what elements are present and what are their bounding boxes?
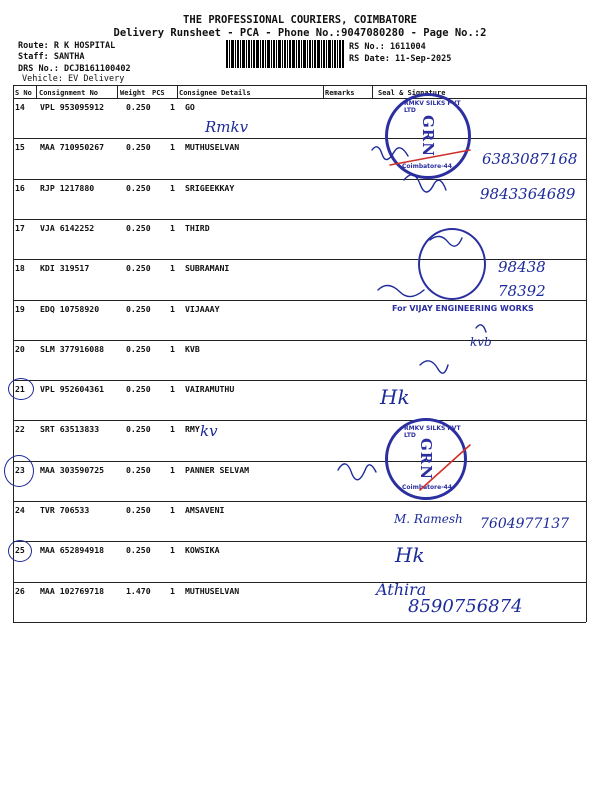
col-pcs: PCS bbox=[152, 89, 165, 97]
runsheet-subtitle: Delivery Runsheet - PCA - Phone No.:9047080280 - Page No.:2 bbox=[113, 27, 487, 39]
row-divider bbox=[13, 582, 586, 583]
row-divider bbox=[13, 219, 586, 220]
row-weight: 0.250 bbox=[126, 102, 151, 112]
col-sno: S No bbox=[15, 89, 32, 97]
handwritten-signature: Rmkv bbox=[205, 118, 249, 136]
seal-city-text: Coimbatore-44. bbox=[402, 484, 455, 491]
right-border bbox=[586, 85, 587, 622]
row-divider bbox=[13, 179, 586, 180]
row-consignment-no: MAA 710950267 bbox=[40, 142, 105, 153]
row-consignee: GO bbox=[185, 102, 195, 112]
row-consignment-no: RJP 1217880 bbox=[40, 182, 95, 193]
staff-label: Staff: SANTHA bbox=[18, 52, 85, 62]
row-pcs: 1 bbox=[170, 545, 175, 556]
row-consignee: THIRD bbox=[185, 222, 210, 233]
row-consignee: PANNER SELVAM bbox=[185, 464, 250, 475]
row-pcs: 1 bbox=[170, 505, 175, 515]
row-consignee: VAIRAMUTHU bbox=[185, 384, 235, 395]
handwritten-phone: 9843364689 bbox=[480, 185, 576, 203]
divider bbox=[36, 85, 37, 98]
row-sno: 15 bbox=[15, 142, 25, 153]
row-consignee: KVB bbox=[185, 343, 200, 354]
row-consignee: KOWSIKA bbox=[185, 545, 220, 556]
row-sno: 16 bbox=[15, 182, 25, 193]
row-pcs: 1 bbox=[170, 585, 175, 596]
col-weight: Weight bbox=[120, 89, 146, 97]
handwritten-phone: 7604977137 bbox=[480, 516, 570, 532]
row-divider bbox=[13, 380, 586, 381]
col-seal: Seal & Signature bbox=[378, 89, 446, 97]
row-pcs: 1 bbox=[170, 384, 175, 395]
seal-ring-text: RMKV SILKS PVT LTD bbox=[404, 100, 461, 114]
row-consignee: MUTHUSELVAN bbox=[185, 142, 240, 153]
handwritten-signature: kv bbox=[200, 422, 218, 440]
handwritten-signature: Hk bbox=[395, 543, 425, 567]
row-sno: 25 bbox=[15, 545, 25, 556]
seal-city-text: Coimbatore-44. bbox=[402, 163, 455, 170]
row-pcs: 1 bbox=[170, 424, 175, 435]
row-consignment-no: MAA 303590725 bbox=[40, 464, 105, 475]
row-weight: 0.250 bbox=[126, 182, 151, 193]
row-weight: 0.250 bbox=[126, 303, 151, 314]
row-sno: 18 bbox=[15, 263, 25, 274]
row-pcs: 1 bbox=[170, 102, 175, 112]
row-consignment-no: VPL 952604361 bbox=[40, 384, 105, 395]
row-pcs: 1 bbox=[170, 182, 175, 193]
divider bbox=[117, 85, 118, 98]
row-pcs: 1 bbox=[170, 263, 175, 274]
row-sno: 19 bbox=[15, 303, 25, 314]
handwritten-name: Athira bbox=[376, 580, 427, 599]
hand-circle bbox=[8, 378, 34, 400]
header-bottom-border bbox=[13, 98, 586, 99]
row-consignment-no: KDI 319517 bbox=[40, 263, 90, 274]
handwritten-phone: 6383087168 bbox=[482, 150, 578, 168]
rs-date: RS Date: 11-Sep-2025 bbox=[349, 54, 452, 64]
handwritten-phone: 98438 bbox=[498, 258, 546, 276]
row-weight: 0.250 bbox=[126, 424, 151, 435]
seal-ring-text: RMKV SILKS PVT LTD bbox=[404, 425, 461, 439]
row-sno: 17 bbox=[15, 222, 25, 233]
company-title: THE PROFESSIONAL COURIERS, COIMBATORE bbox=[183, 14, 417, 26]
col-remarks: Remarks bbox=[325, 89, 355, 97]
row-sno: 22 bbox=[15, 424, 25, 435]
row-consignee: RMY bbox=[185, 424, 200, 435]
handwritten-phone: 78392 bbox=[498, 282, 546, 300]
row-weight: 1.470 bbox=[126, 585, 151, 596]
row-consignment-no: MAA 102769718 bbox=[40, 585, 105, 596]
divider bbox=[372, 85, 373, 98]
table-bottom-border bbox=[13, 622, 586, 623]
barcode bbox=[226, 40, 344, 68]
drs-number: DRS No.: DCJB161100402 bbox=[18, 64, 131, 74]
row-weight: 0.250 bbox=[126, 464, 151, 475]
row-weight: 0.250 bbox=[126, 505, 151, 515]
row-consignment-no: VPL 953095912 bbox=[40, 102, 105, 112]
row-consignee: SRIGEEKKAY bbox=[185, 182, 235, 193]
divider bbox=[177, 85, 178, 98]
row-pcs: 1 bbox=[170, 222, 175, 233]
row-pcs: 1 bbox=[170, 464, 175, 475]
row-divider bbox=[13, 340, 586, 341]
rmkv-seal-stamp bbox=[385, 418, 467, 500]
row-divider bbox=[13, 541, 586, 542]
row-pcs: 1 bbox=[170, 343, 175, 354]
row-sno: 24 bbox=[15, 505, 25, 515]
row-weight: 0.250 bbox=[126, 142, 151, 153]
row-sno: 26 bbox=[15, 585, 25, 596]
handwritten-phone: 8590756874 bbox=[408, 596, 523, 617]
row-consignment-no: SRT 63513833 bbox=[40, 424, 100, 435]
route-label: Route: R K HOSPITAL bbox=[18, 41, 116, 51]
hand-circle bbox=[4, 455, 34, 487]
row-sno: 23 bbox=[15, 464, 25, 475]
vijay-engineering-stamp: For VIJAY ENGINEERING WORKS bbox=[392, 304, 534, 313]
row-sno: 21 bbox=[15, 384, 25, 395]
row-pcs: 1 bbox=[170, 303, 175, 314]
seal-letters: GRN bbox=[417, 438, 435, 480]
row-consignment-no: MAA 652894918 bbox=[40, 545, 105, 556]
row-consignee: VIJAAAY bbox=[185, 303, 220, 314]
row-weight: 0.250 bbox=[126, 545, 151, 556]
col-consignee: Consignee Details bbox=[179, 89, 251, 97]
row-sno: 20 bbox=[15, 343, 25, 354]
row-divider bbox=[13, 138, 586, 139]
row-weight: 0.250 bbox=[126, 263, 151, 274]
technical-round-stamp bbox=[418, 228, 486, 300]
row-consignment-no: EDQ 10758920 bbox=[40, 303, 100, 314]
row-consignment-no: VJA 6142252 bbox=[40, 222, 95, 233]
rs-number: RS No.: 1611004 bbox=[349, 42, 426, 52]
rmkv-seal-stamp bbox=[385, 93, 471, 179]
row-consignee: MUTHUSELVAN bbox=[185, 585, 240, 596]
row-sno: 14 bbox=[15, 102, 25, 112]
row-divider bbox=[13, 501, 586, 502]
row-divider bbox=[13, 461, 586, 462]
row-consignment-no: TVR 706533 bbox=[40, 505, 90, 515]
table-top-border bbox=[13, 85, 586, 86]
handwritten-signature: Hk bbox=[380, 385, 410, 409]
hand-circle bbox=[8, 540, 32, 562]
row-consignee: SUBRAMANI bbox=[185, 263, 230, 274]
divider bbox=[323, 85, 324, 98]
vehicle-label: Vehicle: EV Delivery bbox=[22, 74, 125, 84]
row-weight: 0.250 bbox=[126, 384, 151, 395]
col-consignment: Consignment No bbox=[39, 89, 99, 97]
seal-letters: GRN bbox=[419, 115, 437, 157]
handwritten-signature: kvb bbox=[470, 335, 492, 349]
row-consignment-no: SLM 377916088 bbox=[40, 343, 105, 354]
row-consignee: AMSAVENI bbox=[185, 505, 225, 515]
row-weight: 0.250 bbox=[126, 343, 151, 354]
row-pcs: 1 bbox=[170, 142, 175, 153]
row-divider bbox=[13, 420, 586, 421]
handwritten-name: M. Ramesh bbox=[394, 512, 463, 526]
row-weight: 0.250 bbox=[126, 222, 151, 233]
